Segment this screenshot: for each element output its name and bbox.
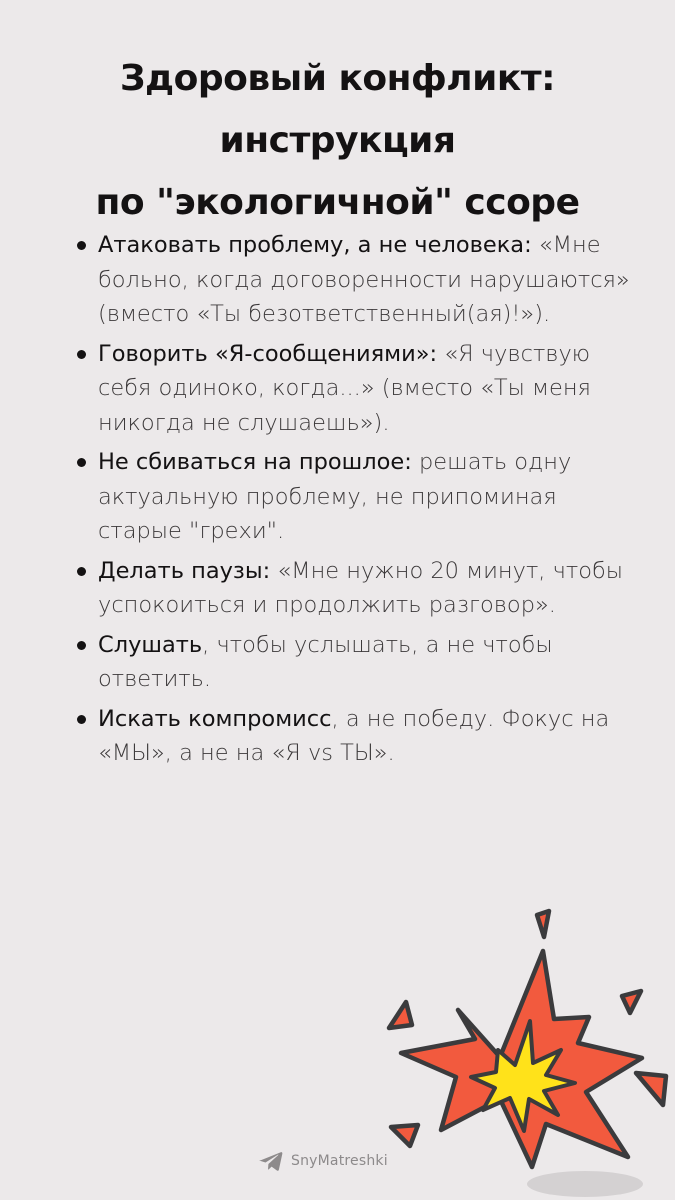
debris-icon (622, 991, 641, 1013)
tip-item-listen (77, 628, 637, 697)
explosion-shadow (527, 1171, 643, 1197)
tip-text: «Я чувствую себя одиноко, когда...» (вместо «Ты меня никогда не слушаешь»). (98, 340, 591, 436)
debris-icon (391, 1125, 418, 1146)
debris-icon (389, 1002, 412, 1028)
tip-text: , чтобы услышать, а не чтобы ответить. (98, 631, 553, 692)
tip-lead: Атаковать проблему, а не человека: (98, 232, 532, 258)
debris-icon (537, 911, 549, 937)
page-title (0, 48, 675, 234)
tip-item-no-past (77, 445, 637, 549)
tip-item-compromise (77, 702, 637, 771)
bullet-icon (77, 715, 86, 724)
tip-lead: Делать паузы: (98, 557, 271, 584)
explosion-icon (380, 905, 675, 1200)
debris-icon (636, 1073, 666, 1105)
brand-name: SnyMatreshki (291, 1153, 388, 1169)
tip-lead: Говорить «Я-сообщениями»: (98, 340, 438, 367)
bullet-icon (77, 241, 86, 250)
bullet-icon (77, 567, 86, 576)
bullet-icon (77, 641, 86, 650)
tip-lead: Слушать (98, 631, 203, 658)
telegram-icon (259, 1151, 283, 1171)
tip-text: «Мне нужно 20 минут, чтобы успокоиться и продолжить разговор». (98, 557, 624, 618)
tip-text: «Мне больно, когда договоренности нарушаются» (вместо «Ты безответственный(ая)!»). (98, 232, 630, 327)
tip-text: решать одну актуальную проблему, не припоминая старые "грехи". (98, 449, 572, 544)
title-line-2: по "экологичной" ссоре (95, 182, 580, 223)
tip-item-pauses (77, 554, 637, 623)
tip-item-i-messages (77, 337, 637, 441)
bullet-icon (77, 350, 86, 359)
tip-text: , а не победу. Фокус на «МЫ», а не на «Я vs ТЫ». (98, 705, 610, 766)
tip-item-attack-problem (77, 228, 637, 332)
title-line-1: Здоровый конфликт: инструкция (119, 58, 556, 161)
tips-list (77, 228, 637, 776)
tip-lead: Не сбиваться на прошлое: (98, 449, 412, 475)
brand-footer (259, 1147, 388, 1175)
tip-lead: Искать компромисс (98, 705, 332, 732)
bullet-icon (77, 458, 86, 467)
